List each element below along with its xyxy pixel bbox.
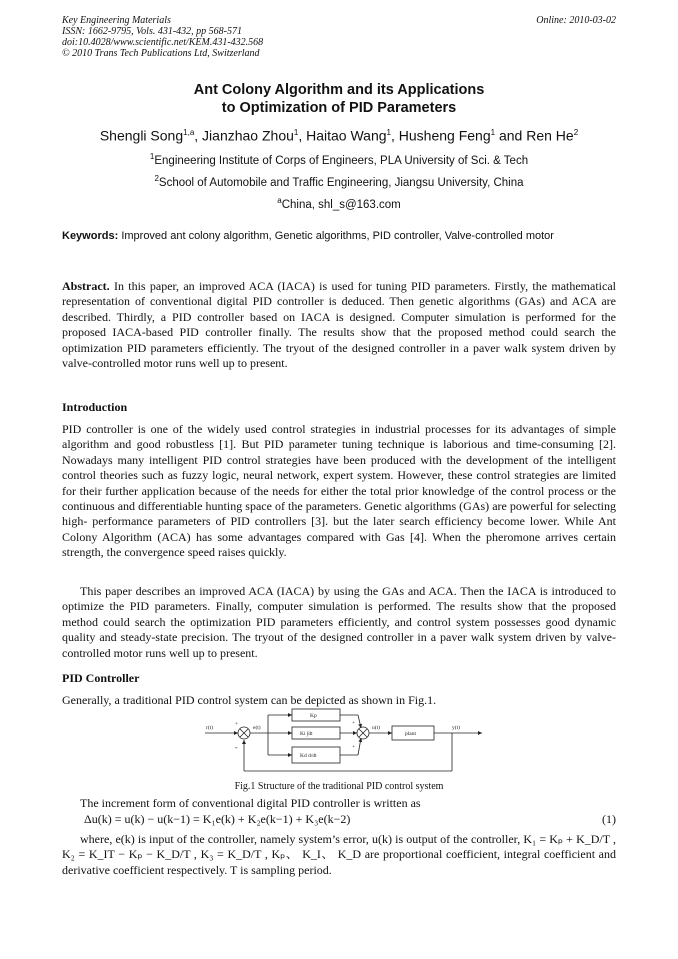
author-separator: , bbox=[194, 127, 203, 144]
affiliation-2 bbox=[62, 172, 616, 190]
title-line-1: Ant Colony Algorithm and its Applications bbox=[193, 82, 485, 98]
doi-line: doi:10.4028/www.scientific.net/KEM.431-432.568 bbox=[62, 37, 264, 48]
online-date: Online: 2010-03-02 bbox=[536, 15, 616, 26]
journal-header bbox=[62, 15, 616, 59]
author-separator: , bbox=[391, 127, 399, 144]
equation-1 bbox=[84, 812, 616, 827]
pid-paragraph-3: where, e(k) is input of the controller, namely system’s error, u(k) is output of the controller, K₁ = Kₚ + K_D/T , K₂ = K_IT − Kₚ − K_D/T , K₃ = K_D/T , Kₚ、 K_I、 K_D are proportional coefficient, integral coefficient and derivative coefficient respectively. T is sampling period. bbox=[62, 832, 616, 877]
affiliation-text: School of Automobile and Traffic Engineering, Jiangsu University, China bbox=[158, 176, 524, 189]
author-name: Shengli Song bbox=[99, 127, 184, 144]
figure-caption: Fig.1 Structure of the traditional PID control system bbox=[234, 781, 444, 792]
abstract-text: In this paper, an improved ACA (IACA) is used for tuning PID parameters. Firstly, the mathematical representation of conventional digital PID controller is deduced. Then genetic algorithms (GAs) and ACA are described. Thirdly, a PID controller based on IACA is designed. Computer simulation is performed for the proposed IACA-based PID controller finally. The results show that the proposed method could search the optimization PID parameters efficiently. The tryout of the designed controller in a paver walk system driven by valve-controlled motor runs well up to present. bbox=[62, 279, 616, 371]
keywords-label: Keywords: bbox=[62, 230, 119, 242]
pid-paragraph-1: Generally, a traditional PID control system can be depicted as shown in Fig.1. bbox=[62, 693, 437, 707]
affiliation-text: China, shl_s@163.com bbox=[281, 198, 401, 211]
affiliation-1 bbox=[62, 150, 616, 168]
author-sup: 1 bbox=[293, 128, 299, 137]
copyright-line: © 2010 Trans Tech Publications Ltd, Switzerland bbox=[62, 48, 260, 59]
label-ki: Ki ∫dt bbox=[300, 731, 313, 737]
label-u: u(t) bbox=[372, 725, 380, 731]
journal-name: Key Engineering Materials bbox=[62, 15, 171, 26]
intro-paragraph-1: PID controller is one of the widely used control strategies in industrial processes for its advantages of simple algorithm and good robustless [1]. But PID parameter tuning technique is laborious and time-consuming [2]. Nowadays many intelligent PID control strategies have been produced with the development of the intelligent control theories such as fuzzy logic, neural network, expert system. However, these control strategies are limited for their further application because of the needs for either the total prior knowledge of the control process or the continuous and differentiable hunting space of the parameters. Genetic algorithms (GAs) are powerful for selecting high- performance parameters of PID controllers [3]. but the later search efficiency become lower. While Ant Colony Algorithm (ACA) has some advantages compared with Gas [4]. When the pheromone arrives certain strength, the convergence speed raises quickly. bbox=[62, 422, 616, 560]
author-name: Haitao Wang bbox=[306, 127, 387, 144]
label-y: y(t) bbox=[452, 725, 460, 731]
author-list bbox=[40, 124, 638, 145]
section-heading-pid: PID Controller bbox=[62, 671, 140, 685]
pid-paragraph-2: The increment form of conventional digital PID controller is written as bbox=[80, 796, 421, 810]
equation-number: (1) bbox=[602, 812, 616, 826]
section-heading-introduction: Introduction bbox=[62, 400, 128, 414]
keywords bbox=[62, 229, 616, 243]
affiliation-email bbox=[62, 194, 616, 212]
author-sup: 1 bbox=[386, 128, 391, 137]
out-kp-join bbox=[358, 715, 361, 728]
intro-paragraph-2: This paper describes an improved ACA (IACA) by using the GAs and ACA. Then the IACA is introduced to optimize the PID parameters. Finally, computer simulation is performed. The results show that the proposed method could search the optimization PID parameters efficiently, and control system possesses good dynamic quality and steady-state precision. The tryout of the designed controller in a paver walk system driven by valve-controlled motor runs well up to present. bbox=[62, 584, 616, 660]
author-sup: 1 bbox=[490, 128, 496, 137]
label-plus: + bbox=[352, 744, 356, 750]
label-kp: Kp bbox=[310, 713, 317, 719]
abstract-label: Abstract. bbox=[62, 279, 110, 293]
label-minus: - bbox=[235, 743, 238, 752]
pid-block-diagram bbox=[200, 703, 490, 775]
affiliation-sup: a bbox=[277, 196, 282, 205]
affiliation-sup: 2 bbox=[154, 174, 159, 183]
author-name: Husheng Feng bbox=[398, 127, 491, 144]
abstract bbox=[62, 279, 616, 371]
out-kd-join bbox=[358, 738, 361, 755]
equation-text: Δu(k) = u(k) − u(k−1) = K₁e(k) + K₂e(k−1) + K₃e(k−2) bbox=[84, 812, 351, 826]
label-plant: plant bbox=[405, 731, 416, 737]
affiliation-sup: 1 bbox=[149, 152, 155, 161]
author-and: and bbox=[495, 127, 527, 144]
issn-line: ISSN: 1662-9795, Vols. 431-432, pp 568-571 bbox=[62, 26, 242, 37]
keywords-text: Improved ant colony algorithm, Genetic algorithms, PID controller, Valve-controlled motor bbox=[121, 230, 554, 242]
label-kd: Kd d/dt bbox=[300, 753, 317, 759]
label-plus: + bbox=[235, 721, 239, 727]
affiliation-text: Engineering Institute of Corps of Engineers, PLA University of Sci. & Tech bbox=[154, 154, 529, 167]
paper-title bbox=[62, 82, 616, 117]
author-name: Ren He bbox=[526, 127, 574, 144]
author-name: Jianzhao Zhou bbox=[202, 127, 294, 144]
author-separator: , bbox=[298, 127, 307, 144]
label-e: e(t) bbox=[253, 725, 261, 731]
label-plus: + bbox=[352, 720, 356, 726]
author-sup: 1,a bbox=[183, 128, 195, 137]
author-sup: 2 bbox=[573, 128, 579, 137]
label-r: r(t) bbox=[206, 725, 214, 731]
title-line-2: to Optimization of PID Parameters bbox=[221, 99, 457, 116]
